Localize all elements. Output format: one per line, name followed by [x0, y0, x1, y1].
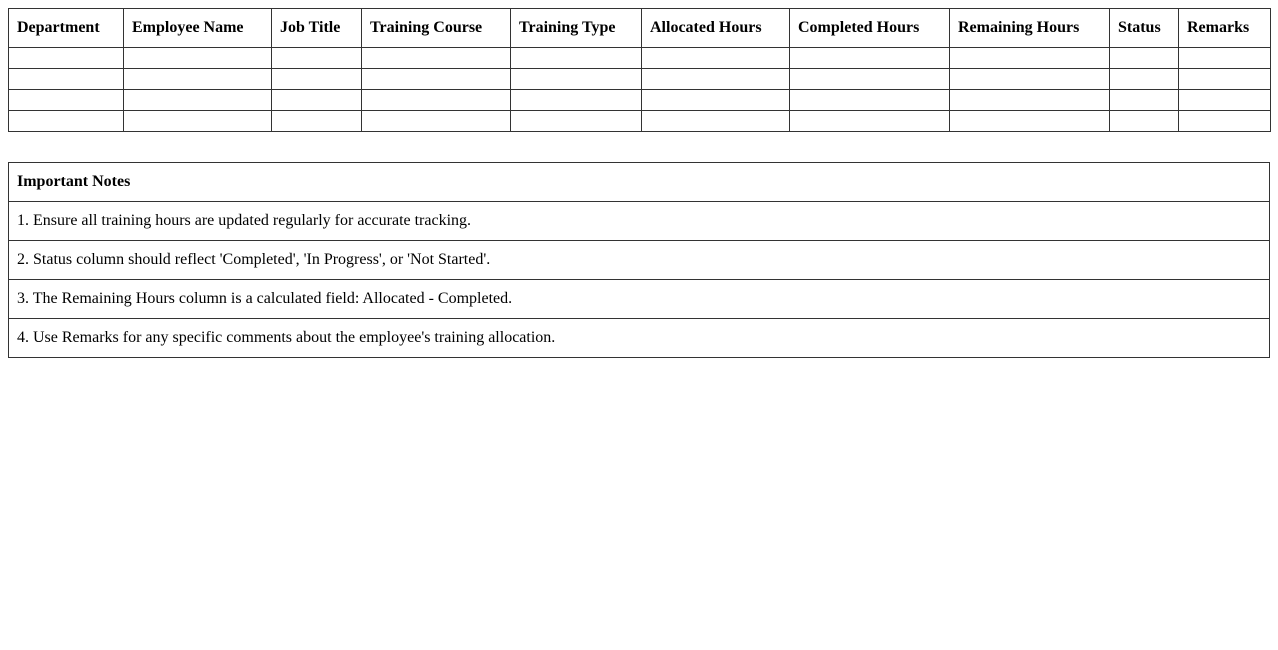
note-row: [9, 202, 1270, 241]
table-cell[interactable]: [511, 111, 642, 132]
column-header-training-type: Training Type: [511, 9, 642, 48]
table-row: [9, 69, 1271, 90]
column-header-allocated-hours: Allocated Hours: [642, 9, 790, 48]
note-item: 3. The Remaining Hours column is a calculated field: Allocated - Completed.: [9, 280, 1270, 319]
table-row: [9, 90, 1271, 111]
table-cell[interactable]: [950, 48, 1110, 69]
table-cell[interactable]: [511, 90, 642, 111]
table-cell[interactable]: [124, 111, 272, 132]
table-cell[interactable]: [9, 69, 124, 90]
note-item: 2. Status column should reflect 'Completed', 'In Progress', or 'Not Started'.: [9, 241, 1270, 280]
table-cell[interactable]: [950, 111, 1110, 132]
table-cell[interactable]: [9, 90, 124, 111]
table-cell[interactable]: [790, 90, 950, 111]
table-cell[interactable]: [1110, 111, 1179, 132]
training-hours-table: [8, 8, 1271, 132]
table-cell[interactable]: [1179, 111, 1271, 132]
note-item: 1. Ensure all training hours are updated regularly for accurate tracking.: [9, 202, 1270, 241]
table-cell[interactable]: [9, 111, 124, 132]
table-cell[interactable]: [790, 69, 950, 90]
table-cell[interactable]: [272, 90, 362, 111]
column-header-remarks: Remarks: [1179, 9, 1271, 48]
table-cell[interactable]: [1110, 48, 1179, 69]
notes-header-row: [9, 163, 1270, 202]
table-cell[interactable]: [9, 48, 124, 69]
table-cell[interactable]: [642, 90, 790, 111]
table-cell[interactable]: [272, 48, 362, 69]
column-header-completed-hours: Completed Hours: [790, 9, 950, 48]
table-cell[interactable]: [642, 48, 790, 69]
table-cell[interactable]: [1179, 90, 1271, 111]
table-cell[interactable]: [511, 69, 642, 90]
table-cell[interactable]: [790, 48, 950, 69]
table-cell[interactable]: [642, 69, 790, 90]
column-header-training-course: Training Course: [362, 9, 511, 48]
table-cell[interactable]: [1179, 69, 1271, 90]
column-header-department: Department: [9, 9, 124, 48]
table-cell[interactable]: [362, 69, 511, 90]
table-cell[interactable]: [511, 48, 642, 69]
table-cell[interactable]: [1110, 69, 1179, 90]
table-cell[interactable]: [362, 111, 511, 132]
column-header-remaining-hours: Remaining Hours: [950, 9, 1110, 48]
table-cell[interactable]: [124, 90, 272, 111]
table-cell[interactable]: [272, 111, 362, 132]
important-notes-table: [8, 162, 1270, 358]
table-cell[interactable]: [1179, 48, 1271, 69]
table-cell[interactable]: [272, 69, 362, 90]
note-row: [9, 241, 1270, 280]
table-cell[interactable]: [362, 90, 511, 111]
table-header-row: [9, 9, 1271, 48]
table-row: [9, 111, 1271, 132]
table-cell[interactable]: [950, 69, 1110, 90]
column-header-employee-name: Employee Name: [124, 9, 272, 48]
table-cell[interactable]: [124, 48, 272, 69]
note-row: [9, 280, 1270, 319]
table-cell[interactable]: [950, 90, 1110, 111]
table-cell[interactable]: [642, 111, 790, 132]
document-page: [8, 8, 1270, 358]
table-cell[interactable]: [1110, 90, 1179, 111]
table-cell[interactable]: [124, 69, 272, 90]
table-row: [9, 48, 1271, 69]
column-header-job-title: Job Title: [272, 9, 362, 48]
table-cell[interactable]: [362, 48, 511, 69]
table-cell[interactable]: [790, 111, 950, 132]
column-header-status: Status: [1110, 9, 1179, 48]
note-item: 4. Use Remarks for any specific comments about the employee's training allocation.: [9, 319, 1270, 358]
notes-heading: Important Notes: [9, 163, 1270, 202]
note-row: [9, 319, 1270, 358]
